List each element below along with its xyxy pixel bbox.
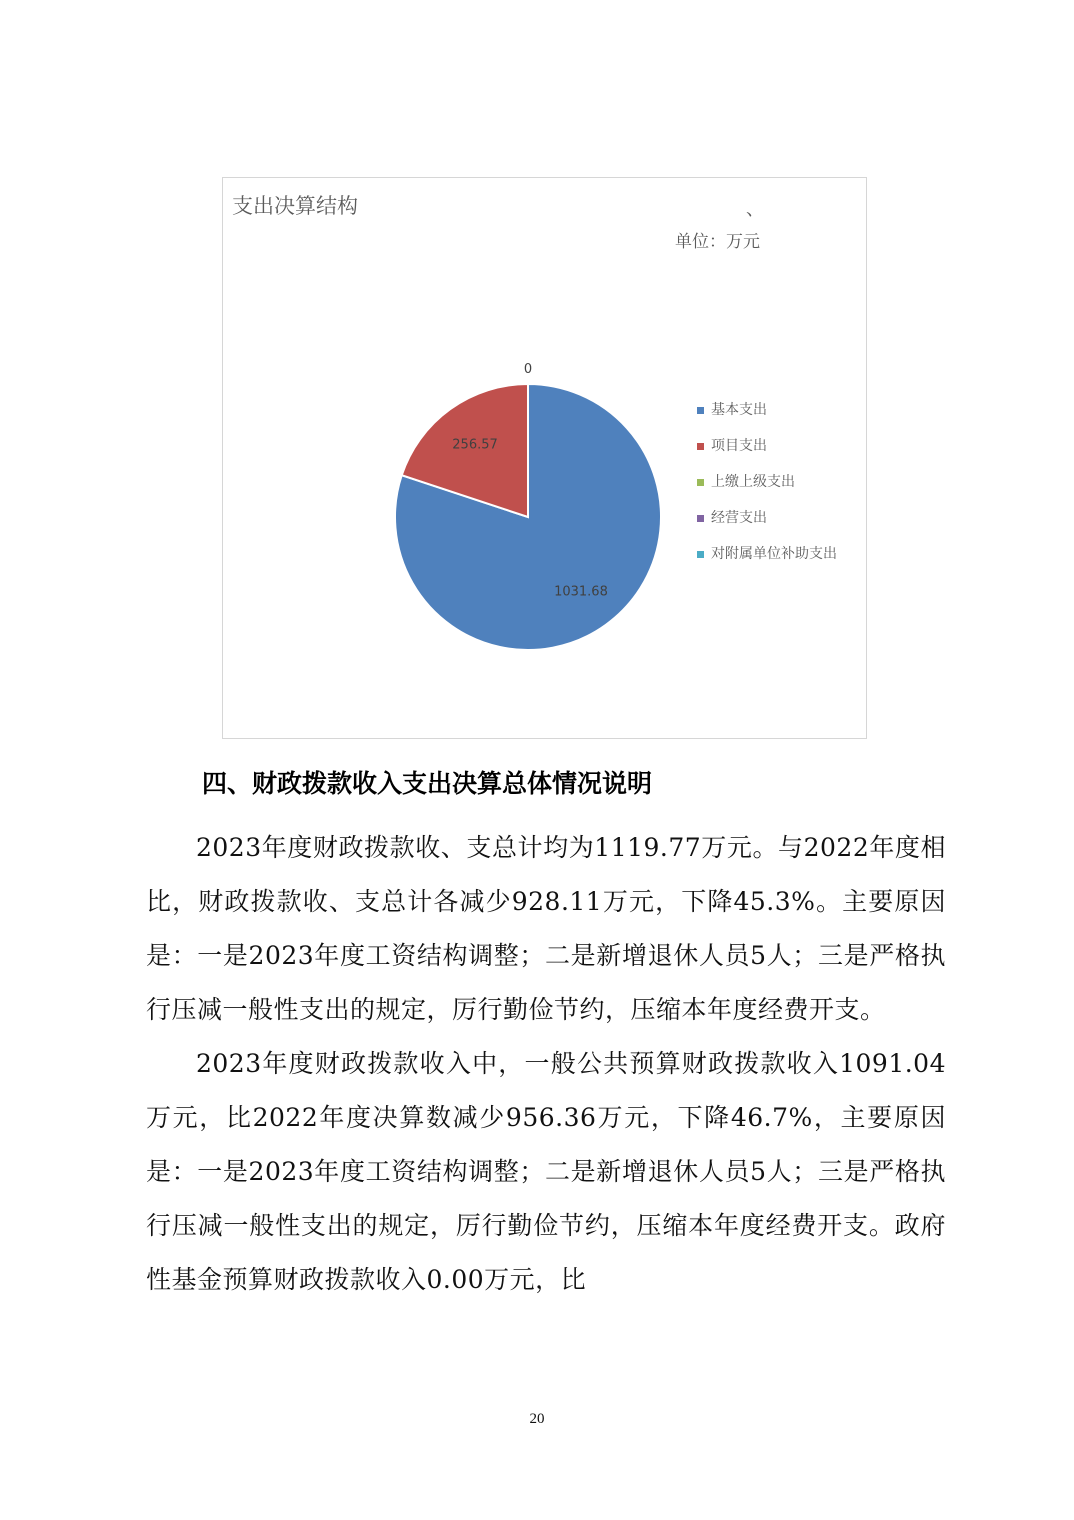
legend-item-1 — [697, 392, 837, 428]
legend-item-4 — [697, 500, 837, 536]
chart-legend — [697, 392, 837, 572]
legend-swatch — [697, 443, 704, 450]
chart-title: 支出决算结构 — [232, 194, 358, 218]
pie-data-label-1: 1031.68 — [554, 584, 608, 600]
paragraph-1: 2023年度财政拨款收、支总计均为1119.77万元。与2022年度相比，财政拨款收、支总计各减少928.11万元，下降45.3%。主要原因是：一是2023年度工资结构调整；二是新增退休人员5人；三是严格执行压减一般性支出的规定，厉行勤俭节约，压缩本年度经费开支。 — [146, 833, 946, 1024]
legend-swatch — [697, 479, 704, 486]
chart-unit-label: 单位：万元 — [675, 232, 760, 252]
body-text — [146, 821, 946, 1307]
legend-swatch — [697, 515, 704, 522]
legend-item-2 — [697, 428, 837, 464]
chart-title-mark: 、 — [746, 199, 764, 220]
legend-swatch — [697, 407, 704, 414]
legend-label: 上缴上级支出 — [711, 474, 795, 490]
legend-item-5 — [697, 536, 837, 572]
pie-data-label-3: 0 — [523, 362, 533, 377]
paragraph-2: 2023年度财政拨款收入中，一般公共预算财政拨款收入1091.04万元，比2022年度决算数减少956.36万元，下降46.7%，主要原因是：一是2023年度工资结构调整；二是新增退休人员5人；三是严格执行压减一般性支出的规定，厉行勤俭节约，压缩本年度经费开支。政府性基金预算财政拨款收入0.00万元，比 — [146, 1049, 946, 1294]
section-heading: 四、财政拨款收入支出决算总体情况说明 — [202, 769, 653, 798]
legend-swatch — [697, 551, 704, 558]
legend-item-3 — [697, 464, 837, 500]
page-number: 20 — [529, 1411, 545, 1427]
legend-label: 对附属单位补助支出 — [711, 546, 837, 562]
legend-label: 基本支出 — [711, 402, 767, 418]
legend-label: 项目支出 — [711, 438, 767, 454]
legend-label: 经营支出 — [711, 510, 767, 526]
pie-data-label-2: 256.57 — [452, 437, 498, 453]
